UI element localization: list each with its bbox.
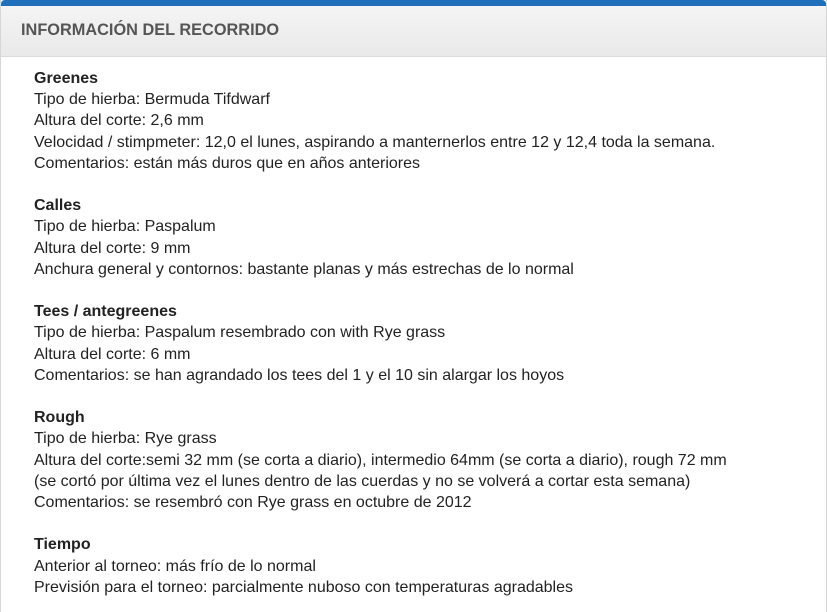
section-title: Calles	[34, 197, 82, 215]
section-title: Tees / antegreenes	[34, 303, 177, 321]
section-rough	[34, 407, 816, 513]
info-line: Comentarios: se resembró con Rye grass en octubre de 2012	[34, 494, 472, 512]
section-tiempo	[34, 534, 816, 598]
info-line: Previsión para el torneo: parcialmente nuboso con temperaturas agradables	[34, 578, 573, 596]
info-line: Altura del corte:semi 32 mm (se corta a diario), intermedio 64mm (se corta a diario), rough 72 mm	[34, 451, 727, 469]
info-line: Tipo de hierba: Paspalum	[34, 218, 216, 236]
info-line: Comentarios: están más duros que en años anteriores	[34, 154, 420, 172]
section-title: Greenes	[34, 70, 99, 87]
section-greenes	[34, 68, 816, 174]
info-line: Anterior al torneo: más frío de lo normal	[34, 557, 316, 575]
info-line: Tipo de hierba: Bermuda Tifdwarf	[34, 91, 270, 109]
panel-header	[1, 6, 826, 57]
section-title: Rough	[34, 409, 85, 427]
info-line: Anchura general y contornos: bastante planas y más estrechas de lo normal	[34, 260, 574, 278]
section-title: Tiempo	[34, 536, 91, 554]
info-line: (se cortó por última vez el lunes dentro de las cuerdas y no se volverá a cortar esta semana)	[34, 472, 691, 490]
section-calles	[34, 195, 816, 280]
info-line: Altura del corte: 2,6 mm	[34, 112, 204, 130]
info-line: Altura del corte: 6 mm	[34, 345, 191, 363]
section-tees	[34, 301, 816, 386]
panel-content	[34, 68, 816, 612]
page-title: INFORMACIÓN DEL RECORRIDO	[21, 20, 280, 39]
info-line: Altura del corte: 9 mm	[34, 239, 191, 257]
info-line: Tipo de hierba: Rye grass	[34, 430, 217, 448]
info-line: Velocidad / stimpmeter: 12,0 el lunes, aspirando a manternerlos entre 12 y 12,4 toda la semana.	[34, 133, 716, 151]
info-line: Comentarios: se han agrandado los tees del 1 y el 10 sin alargar los hoyos	[34, 366, 565, 384]
info-line: Tipo de hierba: Paspalum resembrado con with Rye grass	[34, 324, 446, 342]
